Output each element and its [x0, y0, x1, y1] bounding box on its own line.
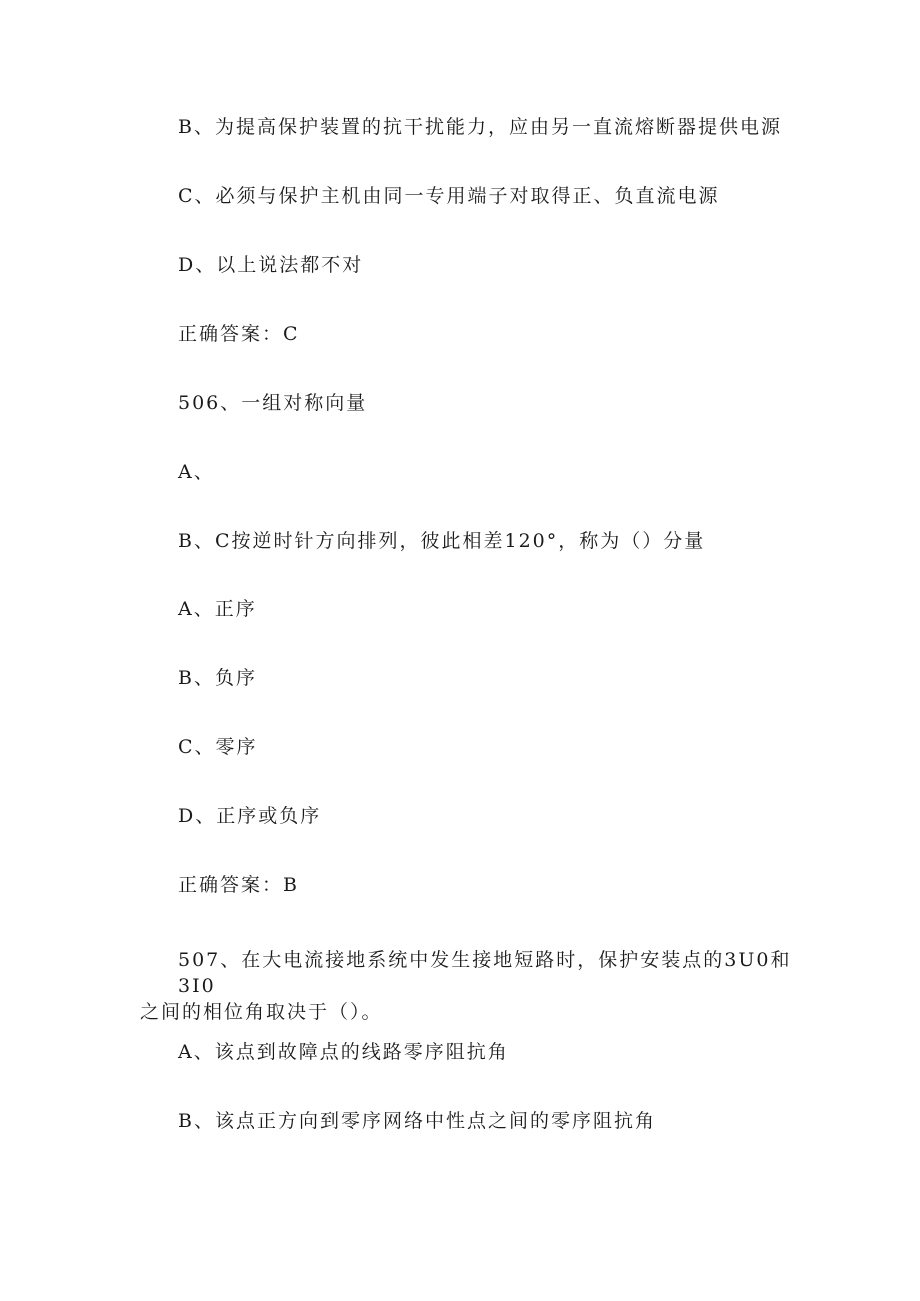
q506-option-d: D、正序或负序 [178, 805, 322, 827]
q506-option-c: C、零序 [178, 736, 258, 758]
question-507-line1: 507、在大电流接地系统中发生接地短路时，保护安装点的3U0和3I0 [178, 949, 792, 997]
q506-line-a: A、 [178, 461, 215, 483]
q506-option-b: B、负序 [178, 667, 257, 689]
q506-option-a: A、正序 [178, 598, 257, 620]
option-c-prev: C、必须与保护主机由同一专用端子对取得正、负直流电源 [178, 185, 720, 207]
option-d-prev: D、以上说法都不对 [178, 254, 364, 276]
option-b-prev: B、为提高保护装置的抗干扰能力，应由另一直流熔断器提供电源 [178, 116, 782, 138]
question-507 [140, 947, 800, 1025]
q507-option-b: B、该点正方向到零序网络中性点之间的零序阻抗角 [178, 1110, 656, 1132]
answer-prev: 正确答案：C [178, 323, 300, 345]
q507-option-a: A、该点到故障点的线路零序阻抗角 [178, 1041, 509, 1063]
question-507-line2: 之间的相位角取决于（）。 [140, 1001, 383, 1023]
q506-answer: 正确答案：B [178, 874, 299, 896]
q506-line-b: B、C按逆时针方向排列，彼此相差120°，称为（）分量 [178, 530, 706, 552]
question-506: 506、一组对称向量 [178, 392, 368, 414]
